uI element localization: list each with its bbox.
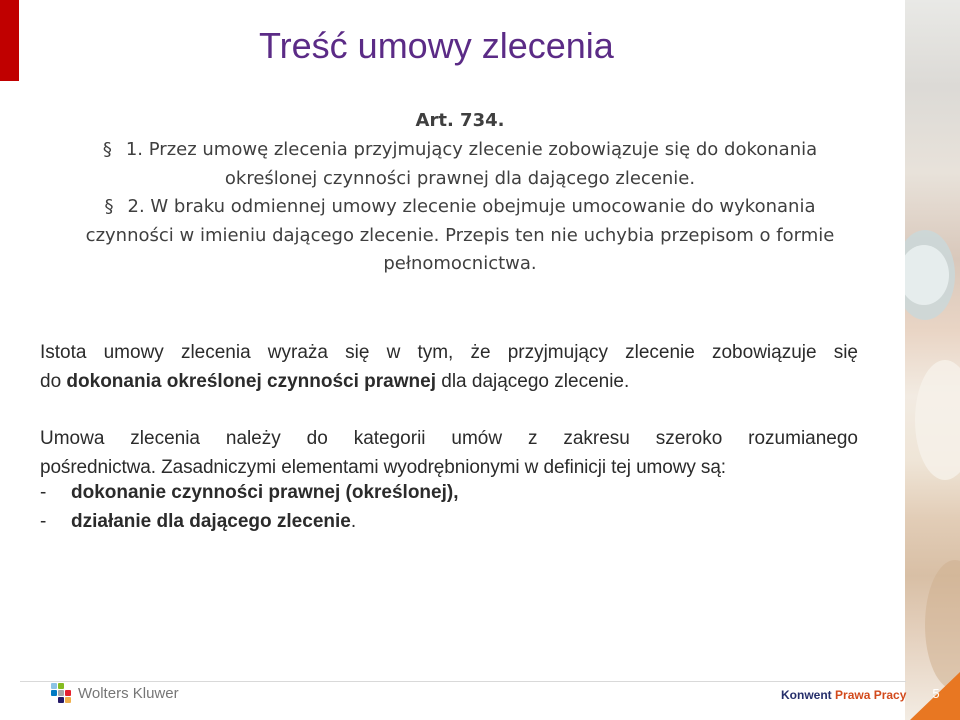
category-paragraph bbox=[40, 424, 858, 453]
article-section-2-line-2: czynności w imieniu dającego zlecenie. Przepis ten nie uchybia przepisom o formie bbox=[85, 225, 835, 246]
wolters-kluwer-logo bbox=[50, 682, 179, 704]
page-number: 5 bbox=[932, 686, 940, 701]
category-line-1: Umowa zlecenia należy do kategorii umów z zakresu szeroko rozumianego bbox=[40, 428, 858, 449]
list-item-rest: . bbox=[350, 511, 357, 532]
list-dash: - bbox=[40, 482, 47, 503]
article-section-2-line-3: pełnomocnictwa. bbox=[383, 253, 537, 274]
essence-line-1: Istota umowy zlecenia wyraża się w tym, że przyjmujący zlecenie zobowiązuje się bbox=[40, 342, 858, 363]
article-section-1-line-1 bbox=[20, 139, 900, 160]
brand-part-1: Konwent bbox=[781, 688, 832, 702]
essence-paragraph bbox=[40, 338, 858, 367]
list-item-bold: dokonanie czynności prawnej (określonej), bbox=[71, 482, 459, 503]
brand-part-2: Prawa Pracy bbox=[835, 688, 907, 702]
list-item bbox=[40, 482, 458, 504]
wolters-kluwer-emblem-icon bbox=[50, 682, 72, 704]
category-line-2: pośrednictwa. Zasadniczymi elementami wyodrębnionymi w definicji tej umowy są: bbox=[40, 457, 726, 478]
essence-prefix: do bbox=[40, 371, 67, 392]
list-item-bold: działanie dla dającego zlecenie bbox=[71, 511, 351, 532]
slide-title: Treść umowy zlecenia bbox=[259, 25, 614, 66]
section-1-text: 1. Przez umowę zlecenia przyjmujący zlecenie zobowiązuje się do dokonania bbox=[125, 139, 818, 160]
list-dash: - bbox=[40, 511, 47, 532]
article-heading: Art. 734. bbox=[415, 110, 505, 131]
decorative-photo bbox=[905, 0, 960, 720]
essence-suffix: dla dającego zlecenie. bbox=[435, 371, 630, 392]
logo-text: Wolters Kluwer bbox=[78, 684, 179, 702]
section-symbol: § bbox=[104, 196, 114, 217]
section-symbol: § bbox=[102, 139, 112, 160]
essence-bold: dokonania określonej czynności prawnej bbox=[66, 371, 436, 392]
event-brand bbox=[781, 688, 906, 702]
essence-line-2 bbox=[40, 367, 858, 396]
article-section-1-line-2: określonej czynności prawnej dla dającego zlecenie. bbox=[224, 168, 696, 189]
list-item bbox=[40, 511, 356, 533]
accent-bar bbox=[0, 0, 19, 81]
article-section-2-line-1 bbox=[20, 196, 900, 217]
section-2-text: 2. W braku odmiennej umowy zlecenie obejmuje umocowanie do wykonania bbox=[127, 196, 816, 217]
